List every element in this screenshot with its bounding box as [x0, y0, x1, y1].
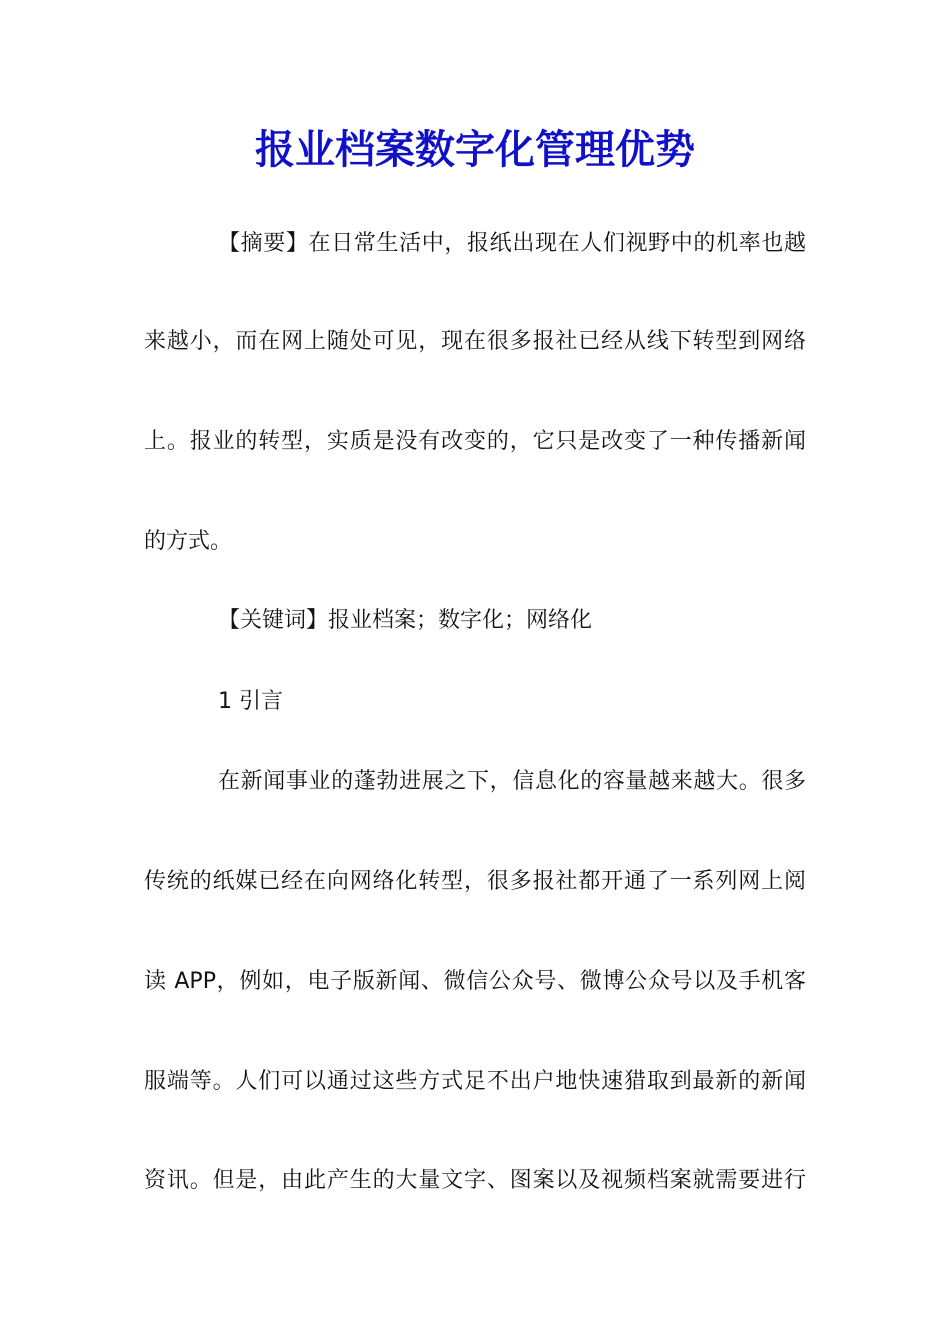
intro-line-1: 在新闻事业的蓬勃进展之下，信息化的容量越来越大。很多 [218, 769, 806, 794]
keywords-line: 【关键词】报业档案；数字化；网络化 [218, 608, 593, 633]
intro-line-4: 服端等。人们可以通过这些方式足不出户地快速猎取到最新的新闻 [144, 1069, 806, 1094]
intro-line-3: 读 APP，例如，电子版新闻、微信公众号、微博公众号以及手机客 [144, 969, 806, 994]
abstract-line-3: 上。报业的转型，实质是没有改变的，它只是改变了一种传播新闻 [144, 429, 806, 454]
intro-line-2: 传统的纸媒已经在向网络化转型，很多报社都开通了一系列网上阅 [144, 869, 806, 894]
abstract-line-4: 的方式。 [144, 529, 233, 554]
section-heading: 1 引言 [218, 689, 283, 714]
intro-line-5: 资讯。但是，由此产生的大量文字、图案以及视频档案就需要进行 [144, 1168, 806, 1193]
abstract-line-2: 来越小，而在网上随处可见，现在很多报社已经从线下转型到网络 [144, 329, 806, 354]
abstract-line-1: 【摘要】在日常生活中，报纸出现在人们视野中的机率也越 [218, 231, 806, 256]
document-title: 报业档案数字化管理优势 [255, 126, 695, 173]
